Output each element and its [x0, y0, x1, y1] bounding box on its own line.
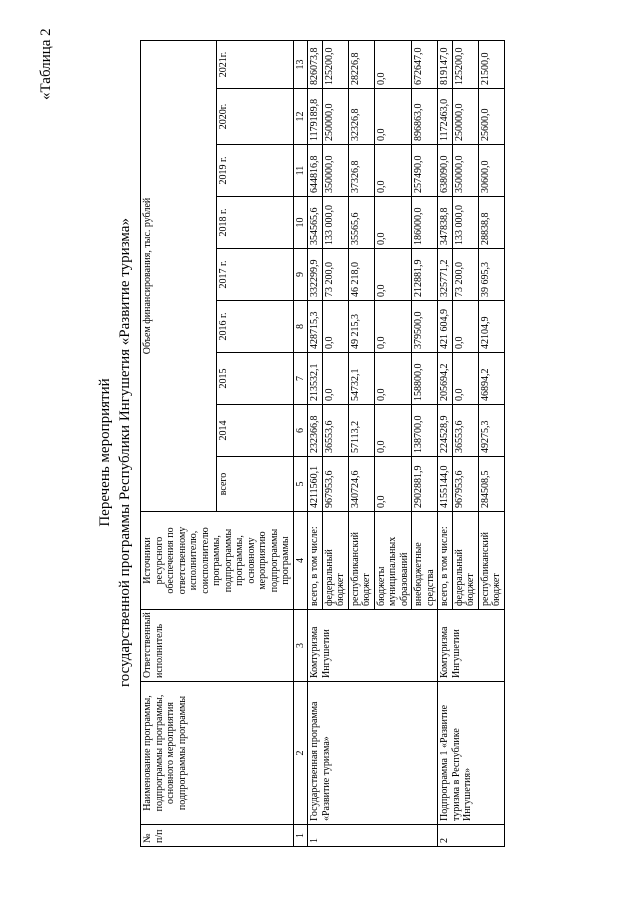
value-cell: 36553,6 — [322, 405, 348, 457]
header-year: 2015 — [217, 353, 293, 405]
program-name: Государственная программа «Развитие туризма» — [308, 682, 438, 825]
source-cell: республиканский бюджет — [478, 512, 504, 610]
column-number: 3 — [293, 610, 308, 682]
value-cell: 350000,0 — [322, 145, 348, 197]
value-cell: 133 000,0 — [452, 197, 478, 249]
value-cell: 0,0 — [322, 301, 348, 353]
value-cell: 0,0 — [374, 353, 412, 405]
header-year: 2020г. — [217, 89, 293, 145]
value-cell: 0,0 — [374, 457, 412, 512]
value-cell: 28838,8 — [478, 197, 504, 249]
header-no: № п/п — [141, 825, 294, 847]
column-number: 6 — [293, 405, 308, 457]
funding-table — [140, 40, 505, 847]
header-year: 2019 г. — [217, 145, 293, 197]
value-cell: 350000,0 — [452, 145, 478, 197]
value-cell: 125200,0 — [322, 40, 348, 88]
column-number: 4 — [293, 512, 308, 610]
value-cell: 224528,9 — [438, 405, 453, 457]
source-cell: федеральный бюджет — [322, 512, 348, 610]
table-row — [438, 40, 453, 846]
value-cell: 4155144,0 — [438, 457, 453, 512]
header-funding: Объем финансирования, тыс. рублей — [141, 40, 217, 511]
value-cell: 819147,0 — [438, 40, 453, 88]
header-row — [141, 40, 217, 846]
value-cell: 325771,2 — [438, 249, 453, 301]
value-cell: 826073,8 — [308, 40, 323, 88]
source-cell: всего, в том числе: — [438, 512, 453, 610]
column-number: 1 — [293, 825, 308, 847]
value-cell: 4211560,1 — [308, 457, 323, 512]
header-executor: Ответственный исполнитель — [141, 610, 294, 682]
value-cell: 340724,6 — [348, 457, 374, 512]
value-cell: 257490,0 — [412, 145, 438, 197]
table-label: «Таблица 2 — [38, 28, 54, 100]
table-row — [308, 40, 323, 846]
value-cell: 428715,3 — [308, 301, 323, 353]
value-cell: 125200,0 — [452, 40, 478, 88]
value-cell: 46 218,0 — [348, 249, 374, 301]
column-number: 8 — [293, 301, 308, 353]
value-cell: 35565,6 — [348, 197, 374, 249]
column-number: 2 — [293, 682, 308, 825]
value-cell: 284508,5 — [478, 457, 504, 512]
column-number: 11 — [293, 145, 308, 197]
value-cell: 0,0 — [374, 197, 412, 249]
value-cell: 212881,9 — [412, 249, 438, 301]
value-cell: 73 200,0 — [322, 249, 348, 301]
value-cell: 347838,8 — [438, 197, 453, 249]
header-year: 2016 г. — [217, 301, 293, 353]
source-cell: республиканский бюджет — [348, 512, 374, 610]
column-number: 5 — [293, 457, 308, 512]
value-cell: 0,0 — [374, 145, 412, 197]
value-cell: 138700,0 — [412, 405, 438, 457]
value-cell: 49 215,3 — [348, 301, 374, 353]
subprogram-executor: Комтуризма Ингушетии — [438, 610, 505, 682]
column-number-row — [293, 40, 308, 846]
program-executor: Комтуризма Ингушетии — [308, 610, 438, 682]
value-cell: 0,0 — [374, 40, 412, 88]
value-cell: 158800,0 — [412, 353, 438, 405]
value-cell: 0,0 — [374, 249, 412, 301]
header-year: 2021г. — [217, 40, 293, 88]
value-cell: 250000,0 — [452, 89, 478, 145]
row-number: 2 — [438, 825, 505, 847]
value-cell: 967953,6 — [452, 457, 478, 512]
source-cell: бюджеты муниципальных образований — [374, 512, 412, 610]
value-cell: 54732,1 — [348, 353, 374, 405]
value-cell: 36553,6 — [452, 405, 478, 457]
value-cell: 46894,2 — [478, 353, 504, 405]
column-number: 13 — [293, 40, 308, 88]
value-cell: 644816,8 — [308, 145, 323, 197]
value-cell: 967953,6 — [322, 457, 348, 512]
header-year: всего — [217, 457, 293, 512]
header-year: 2017 г. — [217, 249, 293, 301]
value-cell: 0,0 — [452, 301, 478, 353]
value-cell: 73 200,0 — [452, 249, 478, 301]
header-name: Наименование программы, подпрограммы программы, основного мероприятия подпрограммы программы — [141, 682, 294, 825]
value-cell: 421 604,9 — [438, 301, 453, 353]
value-cell: 896863,0 — [412, 89, 438, 145]
value-cell: 2902881,9 — [412, 457, 438, 512]
row-number: 1 — [308, 825, 438, 847]
value-cell: 379500,0 — [412, 301, 438, 353]
header-year: 2014 — [217, 405, 293, 457]
source-cell: всего, в том числе: — [308, 512, 323, 610]
page-subtitle: государственной программы Республики Ингушетия «Развитие туризма» — [117, 218, 133, 687]
page-title: Перечень мероприятий — [97, 378, 113, 527]
column-number: 7 — [293, 353, 308, 405]
value-cell: 0,0 — [374, 89, 412, 145]
value-cell: 250000,0 — [322, 89, 348, 145]
value-cell: 0,0 — [374, 301, 412, 353]
subprogram-name: Подпрограмма 1 «Развитие туризма в Республике Ингушетия» — [438, 682, 505, 825]
value-cell: 354565,6 — [308, 197, 323, 249]
value-cell: 39 695,3 — [478, 249, 504, 301]
value-cell: 28226,8 — [348, 40, 374, 88]
value-cell: 213532,1 — [308, 353, 323, 405]
value-cell: 37326,8 — [348, 145, 374, 197]
value-cell: 57113,2 — [348, 405, 374, 457]
column-number: 12 — [293, 89, 308, 145]
source-cell: внебюджетные средства — [412, 512, 438, 610]
header-year: 2018 г. — [217, 197, 293, 249]
value-cell: 0,0 — [322, 353, 348, 405]
value-cell: 672647,0 — [412, 40, 438, 88]
value-cell: 133 000,0 — [322, 197, 348, 249]
header-sources: Источники ресурсного обеспечения по ответственному исполнителю, соисполнителю программы, подпрограммы программы, основному мероприятию подпрограммы программы — [141, 512, 294, 610]
source-cell: федеральный бюджет — [452, 512, 478, 610]
value-cell: 32326,8 — [348, 89, 374, 145]
value-cell: 332299,9 — [308, 249, 323, 301]
value-cell: 42104,9 — [478, 301, 504, 353]
value-cell: 638090,0 — [438, 145, 453, 197]
value-cell: 186000,0 — [412, 197, 438, 249]
value-cell: 21500,0 — [478, 40, 504, 88]
value-cell: 0,0 — [452, 353, 478, 405]
value-cell: 1172463,0 — [438, 89, 453, 145]
value-cell: 49275,3 — [478, 405, 504, 457]
column-number: 10 — [293, 197, 308, 249]
value-cell: 232366,8 — [308, 405, 323, 457]
value-cell: 0,0 — [374, 405, 412, 457]
value-cell: 30600,0 — [478, 145, 504, 197]
value-cell: 25600,0 — [478, 89, 504, 145]
value-cell: 1179189,8 — [308, 89, 323, 145]
value-cell: 205694,2 — [438, 353, 453, 405]
column-number: 9 — [293, 249, 308, 301]
